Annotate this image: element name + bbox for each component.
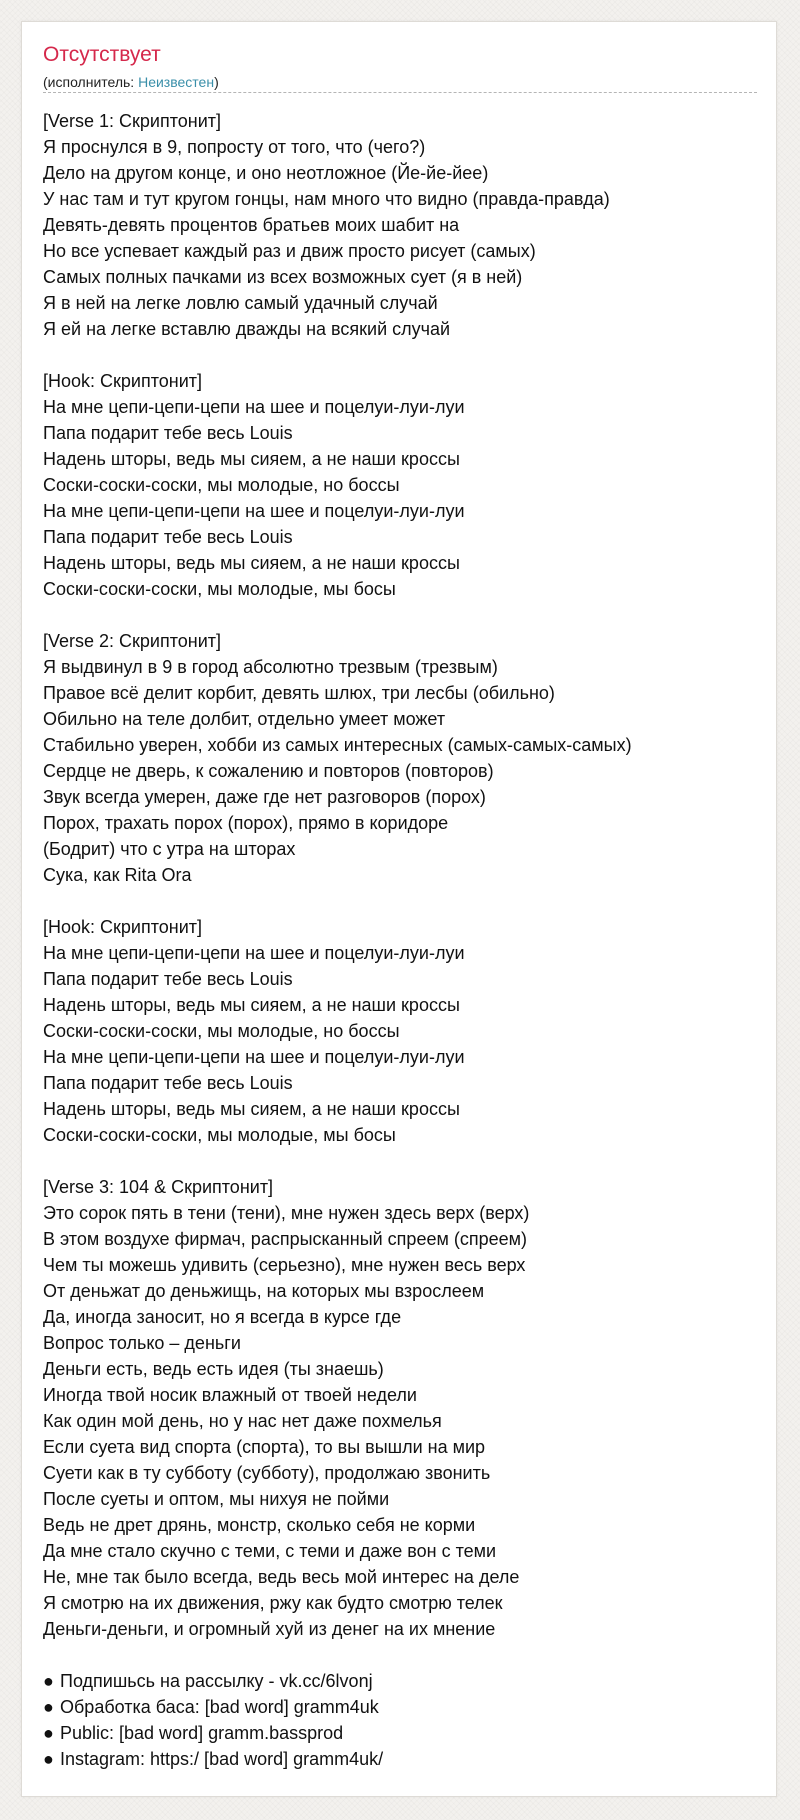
lyric-line: Сердце не дверь, к сожалению и повторов (повторов) <box>43 761 494 781</box>
lyric-line: Правое всё делит корбит, девять шлюх, три лесбы (обильно) <box>43 683 555 703</box>
song-title: Отсутствует <box>43 43 161 66</box>
lyric-line: Надень шторы, ведь мы сияем, а не наши кроссы <box>43 1099 460 1119</box>
lyric-line: Обильно на теле долбит, отдельно умеет может <box>43 709 446 729</box>
lyric-line: На мне цепи-цепи-цепи на шее и поцелуи-луи-луи <box>43 501 465 521</box>
lyric-line: Да мне стало скучно с теми, с теми и даже вон с теми <box>43 1541 497 1561</box>
lyric-line: Папа подарит тебе весь Louis <box>43 527 293 547</box>
lyric-line: Соски-соски-соски, мы молодые, мы босы <box>43 1125 396 1145</box>
lyric-line: Надень шторы, ведь мы сияем, а не наши кроссы <box>43 553 460 573</box>
lyric-line: Это сорок пять в тени (тени), мне нужен здесь верх (верх) <box>43 1203 530 1223</box>
lyrics-body <box>43 108 763 1772</box>
lyric-line: Дело на другом конце, и оно неотложное (Йе-йе-йее) <box>43 163 489 183</box>
lyric-line: Стабильно уверен, хобби из самых интересных (самых-самых-самых) <box>43 735 632 755</box>
lyric-line: Папа подарит тебе весь Louis <box>43 423 293 443</box>
credit-text: Подпишьсь на рассылку - vk.cc/6lvonj <box>60 1671 373 1691</box>
lyric-line: На мне цепи-цепи-цепи на шее и поцелуи-луи-луи <box>43 943 465 963</box>
lyrics-card <box>21 21 777 1797</box>
section-heading: [Verse 1: Скриптонит] <box>43 111 222 131</box>
lyric-line: Но все успевает каждый раз и движ просто рисует (самых) <box>43 241 536 261</box>
lyric-line: Да, иногда заносит, но я всегда в курсе где <box>43 1307 402 1327</box>
lyric-line: Надень шторы, ведь мы сияем, а не наши кроссы <box>43 995 460 1015</box>
lyric-line: Я ей на легке вставлю дважды на всякий случай <box>43 319 451 339</box>
section-heading: [Verse 2: Скриптонит] <box>43 631 222 651</box>
lyric-line: Порох, трахать порох (порох), прямо в коридоре <box>43 813 449 833</box>
credit-item <box>43 1668 763 1694</box>
lyric-line: Чем ты можешь удивить (серьезно), мне нужен весь верх <box>43 1255 526 1275</box>
lyric-line: Соски-соски-соски, мы молодые, но боссы <box>43 1021 400 1041</box>
section-heading: [Hook: Скриптонит] <box>43 371 203 391</box>
lyric-line: Девять-девять процентов братьев моих шабит на <box>43 215 460 235</box>
artist-link[interactable]: Неизвестен <box>138 74 215 90</box>
lyric-line: Деньги есть, ведь есть идея (ты знаешь) <box>43 1359 384 1379</box>
lyrics-blank-line <box>43 342 763 368</box>
lyrics-blank-line <box>43 1148 763 1174</box>
lyric-line: После суеты и оптом, мы нихуя не пойми <box>43 1489 390 1509</box>
lyric-line: (Бодрит) что с утра на шторах <box>43 839 296 859</box>
lyric-line: Я выдвинул в 9 в город абсолютно трезвым (трезвым) <box>43 657 498 677</box>
credit-text: Public: [bad word] gramm.bassprod <box>60 1723 344 1743</box>
lyrics-blank-line <box>43 888 763 914</box>
lyric-line: Вопрос только – деньги <box>43 1333 241 1353</box>
lyrics-blank-line <box>43 1642 763 1668</box>
section-heading: [Verse 3: 104 & Скриптонит] <box>43 1177 274 1197</box>
lyric-line: У нас там и тут кругом гонцы, нам много что видно (правда-правда) <box>43 189 610 209</box>
lyric-line: Надень шторы, ведь мы сияем, а не наши кроссы <box>43 449 460 469</box>
section-heading: [Hook: Скриптонит] <box>43 917 203 937</box>
artist-prefix: (исполнитель: <box>43 74 139 90</box>
lyric-line: Ведь не дрет дрянь, монстр, сколько себя не корми <box>43 1515 476 1535</box>
credit-item <box>43 1746 763 1772</box>
lyrics-blank-line <box>43 602 763 628</box>
bullet-icon: ● <box>43 1697 54 1717</box>
lyric-line: В этом воздухе фирмач, распрысканный спреем (спреем) <box>43 1229 527 1249</box>
lyric-line: Иногда твой носик влажный от твоей недели <box>43 1385 417 1405</box>
lyric-line: Соски-соски-соски, мы молодые, но боссы <box>43 475 400 495</box>
lyric-line: Я в ней на легке ловлю самый удачный случай <box>43 293 438 313</box>
lyric-line: На мне цепи-цепи-цепи на шее и поцелуи-луи-луи <box>43 397 465 417</box>
credit-text: Instagram: https:/ [bad word] gramm4uk/ <box>60 1749 384 1769</box>
lyric-line: Самых полных пачками из всех возможных сует (я в ней) <box>43 267 523 287</box>
credit-text: Обработка баса: [bad word] gramm4uk <box>60 1697 379 1717</box>
lyric-line: Папа подарит тебе весь Louis <box>43 969 293 989</box>
lyric-line: Звук всегда умерен, даже где нет разговоров (порох) <box>43 787 486 807</box>
bullet-icon: ● <box>43 1749 54 1769</box>
lyric-line: Суети как в ту субботу (субботу), продолжаю звонить <box>43 1463 491 1483</box>
lyric-line: Папа подарит тебе весь Louis <box>43 1073 293 1093</box>
lyric-line: Деньги-деньги, и огромный хуй из денег на их мнение <box>43 1619 496 1639</box>
lyric-line: На мне цепи-цепи-цепи на шее и поцелуи-луи-луи <box>43 1047 465 1067</box>
lyric-line: Соски-соски-соски, мы молодые, мы босы <box>43 579 396 599</box>
lyric-line: Я проснулся в 9, попросту от того, что (чего?) <box>43 137 426 157</box>
artist-suffix: ) <box>214 74 219 90</box>
bullet-icon: ● <box>43 1671 54 1691</box>
lyric-line: Сука, как Rita Ora <box>43 865 192 885</box>
artist-line <box>43 75 757 93</box>
lyric-line: Если суета вид спорта (спорта), то вы вышли на мир <box>43 1437 486 1457</box>
lyric-line: Как один мой день, но у нас нет даже похмелья <box>43 1411 442 1431</box>
credit-item <box>43 1720 763 1746</box>
credit-item <box>43 1694 763 1720</box>
lyric-line: Я смотрю на их движения, ржу как будто смотрю телек <box>43 1593 503 1613</box>
bullet-icon: ● <box>43 1723 54 1743</box>
lyric-line: Не, мне так было всегда, ведь весь мой интерес на деле <box>43 1567 520 1587</box>
lyric-line: От деньжат до деньжищь, на которых мы взрослеем <box>43 1281 485 1301</box>
